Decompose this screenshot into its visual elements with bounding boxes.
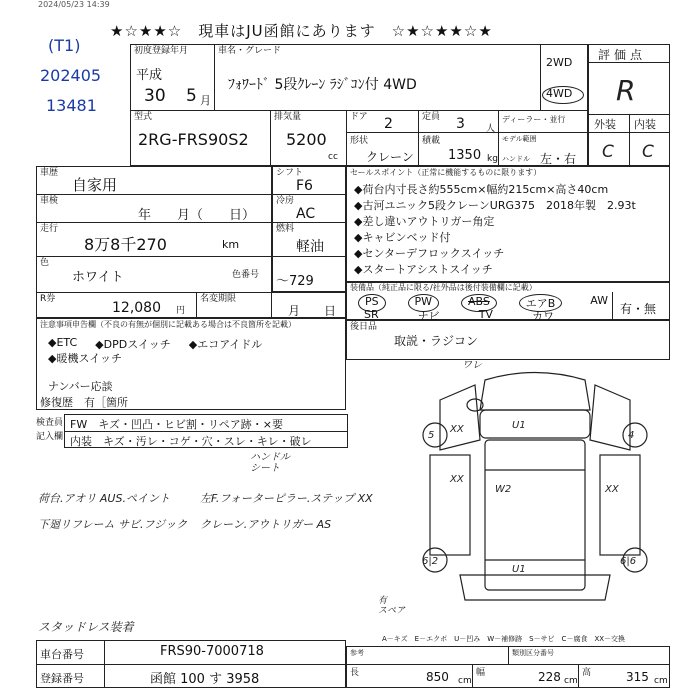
recycle-label: R券: [40, 294, 56, 304]
sales-points-list: [354, 182, 636, 278]
diagram-xx-right: XX: [605, 484, 619, 495]
name-change-label: 名変期限: [200, 294, 237, 304]
shift: F6: [296, 178, 313, 194]
month-unit: 月: [200, 94, 211, 107]
name-label: 車名・グレード: [218, 46, 282, 56]
name-change: 月 日: [288, 304, 337, 318]
interior-score: C: [642, 142, 654, 162]
diagram-num6-right: 6|6: [620, 556, 637, 567]
width-value: 228: [538, 670, 561, 684]
plate-number: 函館 100 す 3958: [150, 672, 260, 687]
equipment-navi: ナビ: [417, 310, 440, 323]
exterior-label: 外装: [594, 118, 616, 131]
handle: 左・右: [540, 152, 577, 166]
eval-score: R: [616, 74, 636, 107]
equipment-airbag: エアB: [519, 294, 563, 312]
width-unit: cm: [564, 676, 578, 686]
equipment-leather: カワ: [531, 310, 554, 323]
inspector-label2: 記入欄: [36, 432, 64, 442]
stamp-date: 202405: [40, 66, 102, 85]
drive-2wd: 2WD: [546, 56, 573, 69]
sales-point: ◆古河ユニック5段クレーンURG375 2018年製 2.93t: [354, 199, 636, 212]
inspector-label: 検査員: [36, 418, 64, 428]
sales-point: ◆スタートアシストスイッチ: [354, 263, 493, 276]
hw-handle-seat: ハンドル シート: [250, 452, 290, 474]
fuel-label: 燃料: [276, 224, 295, 234]
hw-pillar-note: 左F.フォーターピラー.ステップ XX: [200, 492, 373, 505]
height-unit: cm: [654, 676, 668, 686]
diagram-w2: W2: [495, 484, 512, 495]
plate-label: 登録番号: [40, 672, 84, 685]
hw-frame-note: 下廻リフレーム サビ.フジック: [38, 518, 188, 531]
inspection-row-fw: FW キズ・凹凸・ヒビ割・リペア跡・×要: [70, 418, 283, 431]
height-value: 315: [626, 670, 649, 684]
load: 1350: [448, 148, 482, 163]
shape-label: 形状: [350, 136, 369, 146]
diagram-num4: 4: [628, 430, 635, 441]
print-date: 2024/05/23 14:39: [38, 0, 110, 9]
note-item: ◆エコアイドル: [188, 338, 263, 351]
doors: 2: [384, 116, 393, 132]
diagram-u1-top: U1: [512, 420, 526, 431]
class-no-label: 類別区分番号: [512, 649, 554, 657]
diagram-num6-left: 6|2: [422, 556, 439, 567]
first-reg-month: 5: [186, 86, 197, 106]
note-item: ◆ETC: [48, 336, 78, 349]
diagram-num5: 5: [428, 430, 435, 441]
color: ホワイト: [72, 270, 124, 285]
length-unit: cm: [458, 676, 472, 686]
hw-crane-note: クレーン.アウトリガー AS: [200, 518, 332, 531]
inspection: 年 月（ 日）: [138, 208, 256, 223]
note-item: ◆DPDスイッチ: [95, 338, 171, 351]
load-label: 積載: [422, 136, 441, 146]
inspection-label: 車検: [40, 196, 59, 206]
ac: AC: [296, 206, 316, 222]
aftermarket: 取説・ラジコン: [394, 334, 479, 348]
displacement: 5200: [286, 130, 327, 149]
model-range-label: モデル範囲: [502, 135, 537, 143]
diagram-legend: A－キズ E－エクボ U－凹み W－補修跡 S－サビ C－腐食 XX－交換: [382, 635, 626, 643]
sales-point: ◆キャビンベッド付: [354, 231, 451, 244]
capacity-label: 定員: [422, 112, 441, 122]
first-reg-label: 初度登録年月: [134, 46, 189, 56]
stamp-id: 13481: [46, 96, 97, 115]
first-reg-year: 30: [144, 86, 166, 106]
sales-points-title: セールスポイント（正常に機能するものに限ります）: [350, 168, 542, 177]
length-label: 長: [350, 668, 360, 678]
drive-4wd: 4WD: [546, 87, 573, 100]
note-item: ◆暖機スイッチ: [48, 352, 123, 365]
ref-label: 参考: [350, 649, 364, 657]
sales-point: ◆センターデフロックスイッチ: [354, 247, 505, 260]
vehicle-name: ﾌｫﾜｰﾄﾞ 5段ｸﾚｰﾝ ﾗｼﾞｺﾝ付 4WD: [228, 77, 417, 93]
equipment-tv: TV: [478, 308, 493, 321]
plate-note: ナンバー応談: [48, 380, 113, 393]
equipment-pw: PW: [408, 294, 440, 312]
banner: ★☆★★☆ 現車はJU函館にあります ☆★☆★★☆★: [110, 22, 493, 40]
chassis-number: FRS90-7000718: [160, 644, 264, 659]
shift-label: シフト: [276, 168, 304, 178]
load-unit: kg: [487, 154, 498, 164]
exterior-score: C: [602, 142, 614, 162]
diagram-xx-mid: XX: [450, 474, 464, 485]
eval-label: 評価点: [598, 48, 647, 62]
displacement-label: 排気量: [274, 112, 302, 122]
model: 2RG-FRS90S2: [138, 130, 249, 149]
color-no-label: 色番号: [232, 270, 260, 280]
inspection-row-interior: 内装 キズ・汚レ・コゲ・穴・スレ・キレ・破レ: [70, 435, 312, 448]
capacity-unit: 人: [486, 124, 496, 134]
displacement-unit: cc: [328, 152, 338, 162]
recycle: 12,080: [112, 300, 161, 316]
notes-title: 注意事項申告欄（不良の有無が個別に記載ある場合は不良箇所を記載）: [40, 320, 296, 329]
handle-label: ハンドル: [502, 155, 530, 163]
damage-diagram: [400, 360, 670, 610]
fuel: 軽油: [296, 239, 324, 255]
equipment-title: 装備品（純正品に限る/社外品は後付装備欄に記載）: [350, 283, 537, 292]
chassis-label: 車台番号: [40, 648, 84, 661]
mileage: 8万8千270: [84, 235, 167, 254]
history: 自家用: [72, 176, 118, 194]
color-no: ～729: [276, 274, 314, 289]
hw-bed-note: 荷台.アオリ AUS.ペイント: [38, 492, 170, 505]
equipment-presence: 有・無: [620, 302, 657, 316]
model-label: 型式: [134, 112, 153, 122]
interior-label: 内装: [634, 118, 656, 131]
dealer-label: ディーラー・並行: [502, 115, 566, 124]
diagram-xx-left: XX: [450, 424, 464, 435]
length-value: 850: [426, 670, 449, 684]
history-label: 車歴: [40, 168, 59, 178]
era: 平成: [136, 68, 163, 83]
aftermarket-label: 後日品: [350, 322, 378, 332]
stamp-t: (T1): [48, 36, 81, 55]
diagram-u1-bottom: U1: [512, 564, 526, 575]
width-label: 幅: [476, 668, 486, 678]
diagram-spare: 有 スペア: [378, 596, 406, 616]
sales-point: ◆荷台内寸長さ約555cm×幅約215cm×高さ40cm: [354, 183, 609, 196]
sales-point: ◆差し違いアウトリガー角定: [354, 215, 495, 228]
mileage-label: 走行: [40, 224, 59, 234]
equipment-ps: PS: [358, 294, 386, 312]
repair-history: 修復歴 有［箇所: [40, 396, 128, 409]
mileage-unit: km: [222, 238, 240, 251]
equipment-sr: SR: [364, 308, 379, 321]
recycle-unit: 円: [176, 306, 186, 316]
equipment-abs: ABS: [461, 294, 497, 312]
hw-studless: スタッドレス装着: [38, 620, 134, 634]
diagram-wre: ワレ: [462, 360, 482, 371]
equipment-aw: AW: [590, 294, 608, 307]
capacity: 3: [456, 116, 465, 132]
shape: クレーン: [366, 150, 414, 164]
color-label: 色: [40, 258, 50, 268]
doors-label: ドア: [350, 112, 368, 122]
height-label: 高: [582, 668, 592, 678]
ac-label: 冷房: [276, 196, 295, 206]
